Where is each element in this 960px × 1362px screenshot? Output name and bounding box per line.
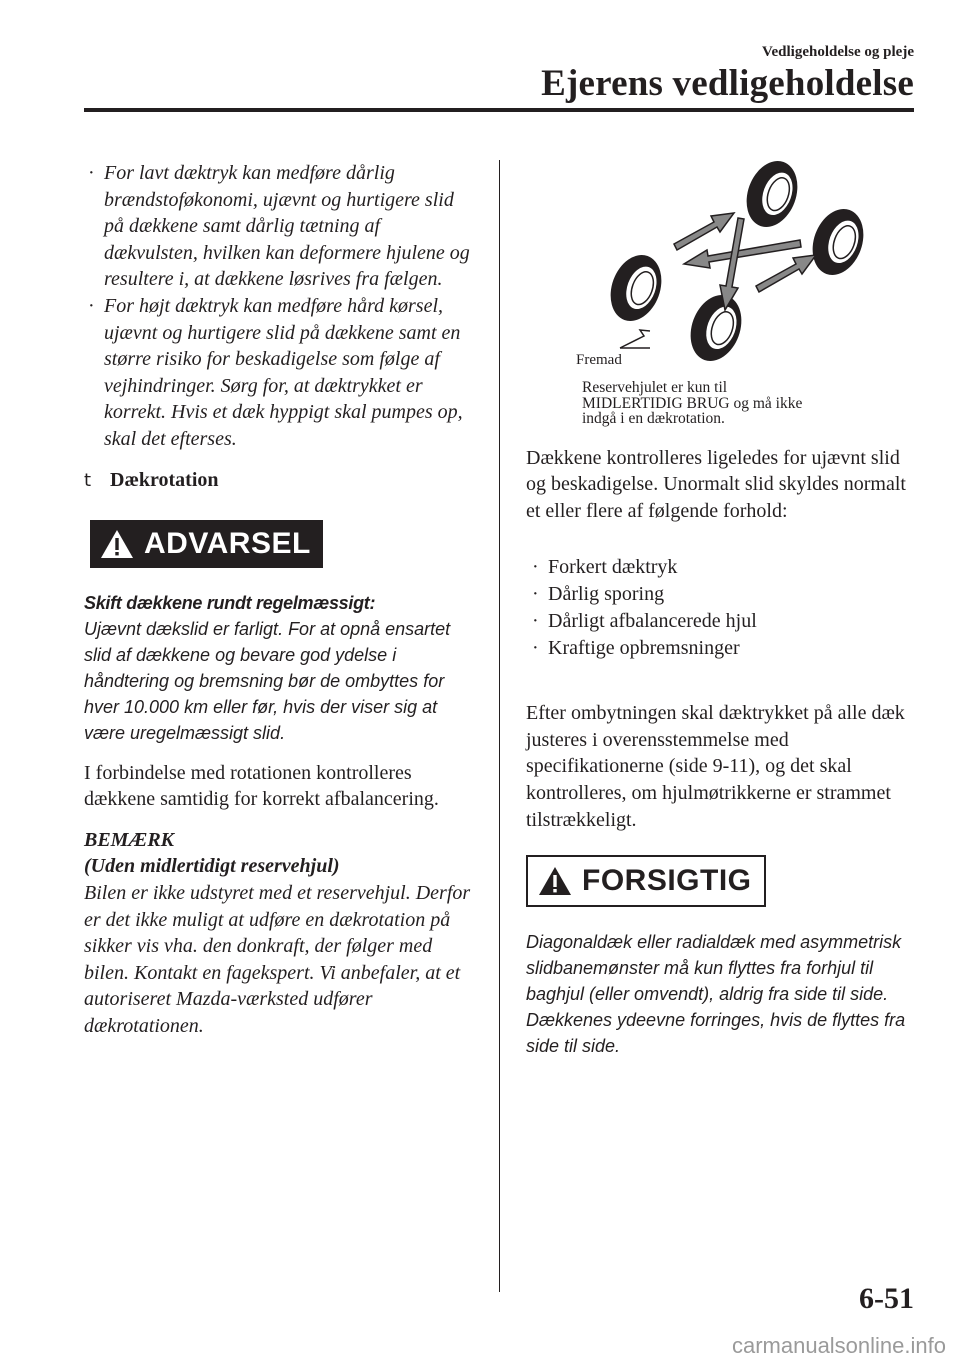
caption-line: Reservehjulet er kun til bbox=[582, 379, 728, 396]
note-body: Bilen er ikke udstyret med et reservehjul. Derfor er det ikke muligt at udføre en dækrotation på sikker vis vha. den donkraft, der følger med bilen. Kontakt en fagekspert. Vi anbefaler, at et autoriseret Mazda-værksted udfører dækrotationen. bbox=[84, 881, 471, 1037]
tire-icon bbox=[602, 248, 670, 328]
right-column bbox=[526, 160, 918, 1059]
caption-line: MIDLERTIDIG BRUG og må ikke bbox=[582, 394, 803, 412]
list-item: · Kraftige opbremsninger bbox=[526, 635, 918, 662]
column-divider bbox=[499, 160, 500, 1292]
figure-caption bbox=[582, 380, 918, 427]
note-subtitle: (Uden midlertidigt reservehjul) bbox=[84, 855, 340, 878]
caution-text: Diagonaldæk eller radialdæk med asymmetrisk slidbanemønster må kun flyttes fra forhjul til baghjul (eller omvendt), aldrig fra side til side. Dækkenes ydeevne forringes, hvis de flyttes fra side til side. bbox=[526, 932, 906, 1057]
left-column bbox=[84, 160, 476, 1039]
caution-banner bbox=[526, 855, 766, 907]
warning-banner bbox=[90, 520, 323, 568]
tire-icon bbox=[738, 160, 806, 234]
warning-triangle-icon bbox=[100, 529, 134, 559]
header-title: Ejerens vedligeholdelse bbox=[541, 63, 914, 104]
list-item: · Dårligt afbalancerede hjul bbox=[526, 608, 918, 635]
note-block bbox=[84, 827, 476, 1040]
header-subtitle: Vedligeholdelse og pleje bbox=[762, 44, 914, 60]
section-bullet-icon: t bbox=[84, 469, 92, 491]
watermark: carmanualsonline.info bbox=[731, 1333, 946, 1358]
tire-pressure-bullets bbox=[84, 160, 476, 453]
list-item: · Dårlig sporing bbox=[526, 581, 918, 608]
header-rule bbox=[84, 108, 914, 112]
forward-label: Fremad bbox=[576, 352, 622, 368]
page-number: 6-51 bbox=[859, 1282, 914, 1315]
arrow-icon bbox=[684, 240, 801, 268]
section-title: Dækrotation bbox=[110, 468, 219, 491]
warning-text bbox=[84, 590, 476, 746]
caution-label: FORSIGTIG bbox=[582, 864, 752, 898]
tire-icon bbox=[804, 202, 872, 282]
tire-icon bbox=[682, 288, 750, 368]
list-item: · For højt dæktryk kan medføre hård kørsel, ujævnt og hurtigere slid på dækkene samt en større risiko for beskadigelse som følge af vejhindringer. Sørg for, at dæktrykket er korrekt. Hvis et dæk hyppigt skal pumpes op, skal det efterses. bbox=[84, 293, 476, 453]
list-item: · Forkert dæktryk bbox=[526, 554, 918, 581]
inspection-paragraph: Dækkene kontrolleres ligeledes for ujævnt slid og beskadigelse. Unormalt slid skyldes normalt et eller flere af følgende forhold: bbox=[526, 446, 906, 522]
wear-cause-bullets bbox=[526, 554, 918, 662]
warning-heading: Skift dækkene rundt regelmæssigt: bbox=[84, 592, 376, 613]
rotation-paragraph: I forbindelse med rotationen kontrolleres dækkene samtidig for korrekt afbalancering. bbox=[84, 761, 439, 811]
caption-line: indgå i en dækrotation. bbox=[582, 410, 725, 427]
tire-rotation-figure bbox=[526, 160, 918, 370]
list-item: · For lavt dæktryk kan medføre dårlig brændstoføkonomi, ujævnt og hurtigere slid på dækkene samt dårlig tætning af dækvulsten, hvilken kan deformere hjulene og resultere i, at dækkene løsrives fra fælgen. bbox=[84, 160, 476, 293]
after-rotation-paragraph: Efter ombytningen skal dæktrykket på alle dæk justeres i overensstemmelse med specifikationerne (side 9-11), og det skal kontrolleres, om hjulmøtrikkerne er strammet tilstrækkeligt. bbox=[526, 702, 905, 831]
forward-arrow-icon bbox=[620, 330, 650, 348]
warning-label: ADVARSEL bbox=[144, 526, 311, 560]
note-title: BEMÆRK bbox=[84, 828, 175, 851]
warning-triangle-icon bbox=[538, 866, 572, 896]
arrow-icon bbox=[674, 213, 734, 250]
warning-body: Ujævnt dækslid er farligt. For at opnå ensartet slid af dækkene og bevare god ydelse i håndtering og bremsning bør de ombyttes for hver 10.000 km eller før, hvis der viser sig at være uregelmæssigt slid. bbox=[84, 618, 451, 743]
arrow-icon bbox=[756, 255, 816, 292]
tire-rotation-diagram bbox=[526, 160, 918, 370]
arrow-icon bbox=[720, 218, 744, 310]
section-heading bbox=[84, 469, 476, 492]
